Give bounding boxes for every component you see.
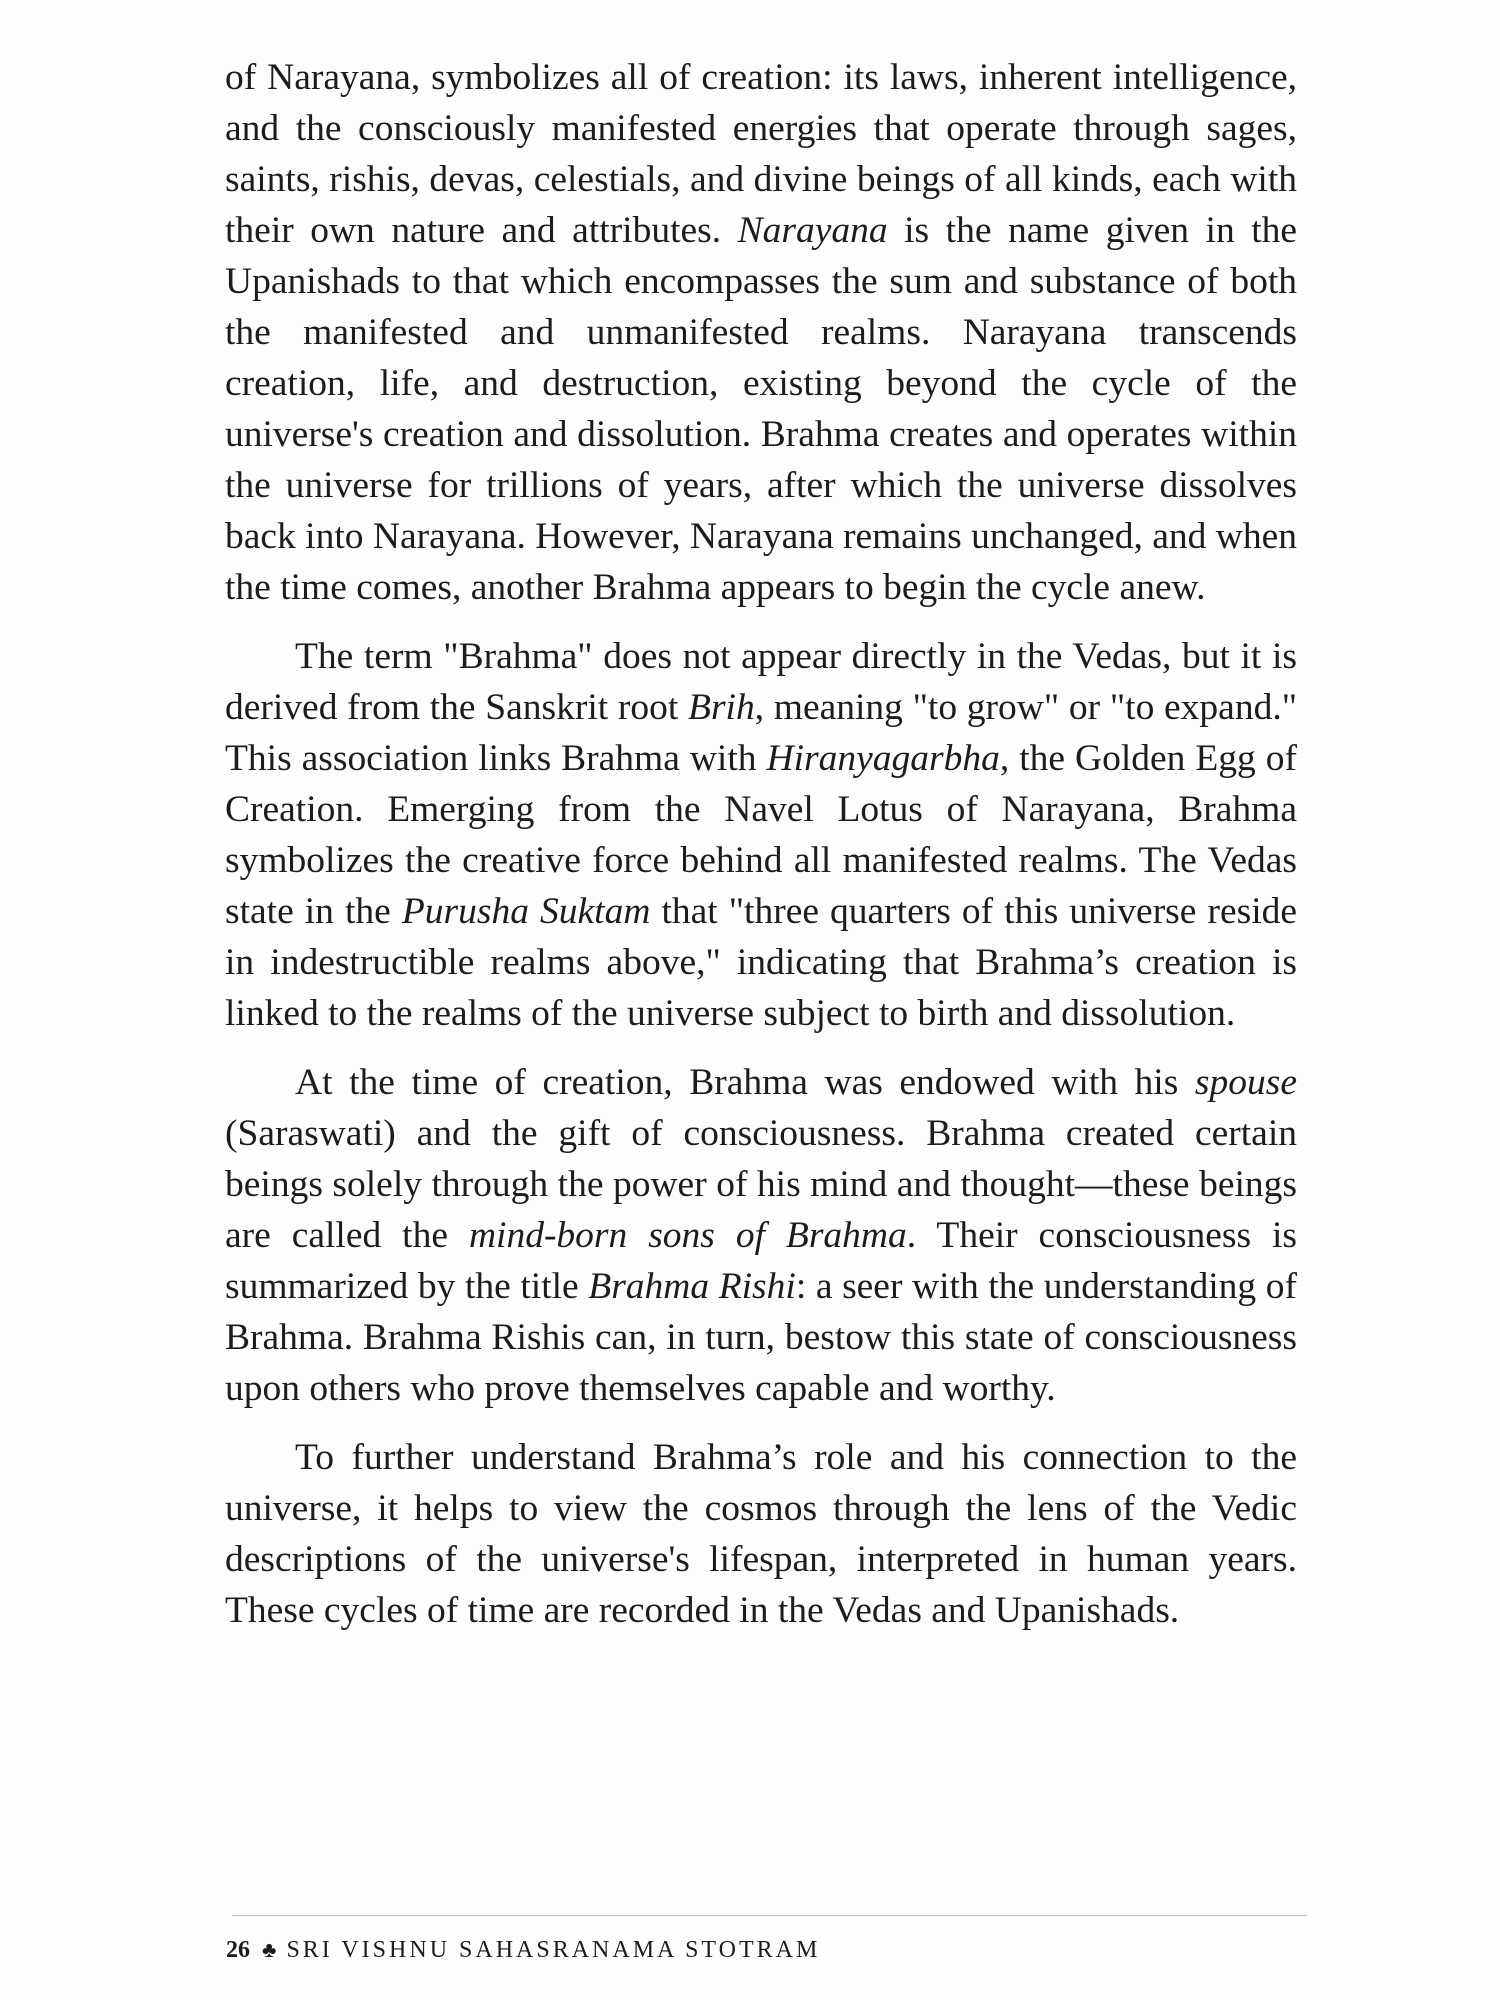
text-run: , meaning "to grow" or "to expand." This association links Brahma with bbox=[225, 687, 1297, 779]
paragraph-3 bbox=[225, 1057, 1297, 1414]
text-run: (Saraswati) and the gift of consciousness. Brahma created certain beings solely through the power of his mind and thought—these beings are called the bbox=[225, 1113, 1297, 1256]
italic-term-mind-born-sons: mind-born sons of Brahma bbox=[468, 1215, 907, 1256]
text-run: , the Golden Egg of Creation. Emerging from the Navel Lotus of Narayana, Brahma symbolizes the creative force behind all manifested realms. The Vedas state in the bbox=[225, 738, 1297, 932]
italic-term-hiranyagarbha: Hiranyagarbha bbox=[766, 738, 1000, 779]
paragraph-1 bbox=[225, 52, 1297, 613]
text-run: is the name given in the Upanishads to that which encompasses the sum and substance of both the manifested and unmanifested realms. Narayana transcends creation, life, and destruction, existing beyond the cycle of the universe's creation and dissolution. Brahma creates and operates within the universe for trillions of years, after which the universe dissolves back into Narayana. However, Narayana remains unchanged, and when the time comes, another Brahma appears to begin the cycle anew. bbox=[225, 210, 1298, 608]
italic-term-narayana: Narayana bbox=[737, 210, 888, 251]
text-run: . Their consciousness is summarized by the title bbox=[225, 1215, 1297, 1307]
club-suit-icon: ♣ bbox=[262, 1937, 277, 1962]
paragraph-2 bbox=[225, 631, 1297, 1039]
running-title: SRI VISHNU SAHASRANAMA STOTRAM bbox=[286, 1936, 821, 1963]
italic-term-brih: Brih bbox=[688, 687, 755, 728]
page-number: 26 bbox=[226, 1936, 250, 1963]
text-run: The term "Brahma" does not appear directly in the Vedas, but it is derived from the Sanskrit root bbox=[225, 636, 1297, 728]
text-run: To further understand Brahma’s role and his connection to the universe, it helps to view the cosmos through the lens of the Vedic descriptions of the universe's lifespan, interpreted in human years. These cycles of time are recorded in the Vedas and Upanishads. bbox=[225, 1437, 1297, 1631]
italic-term-spouse: spouse bbox=[1194, 1062, 1297, 1103]
italic-term-brahma-rishi: Brahma Rishi bbox=[588, 1266, 796, 1307]
body-text bbox=[225, 52, 1297, 1636]
paragraph-4 bbox=[225, 1432, 1297, 1636]
text-run: that "three quarters of this universe reside in indestructible realms above," indicating that Brahma’s creation is linked to the realms of the universe subject to birth and dissolution. bbox=[225, 891, 1298, 1034]
page-footer bbox=[226, 1930, 820, 1970]
text-run: : a seer with the understanding of Brahma. Brahma Rishis can, in turn, bestow this state of consciousness upon others who prove themselves capable and worthy. bbox=[225, 1266, 1297, 1409]
italic-term-purusha-suktam: Purusha Suktam bbox=[401, 891, 651, 932]
text-run: At the time of creation, Brahma was endowed with his bbox=[295, 1062, 1195, 1103]
text-run: of Narayana, symbolizes all of creation: its laws, inherent intelligence, and the consciously manifested energies that operate through sages, saints, rishis, devas, celestials, and divine beings of all kinds, each with their own nature and attributes. bbox=[225, 57, 1297, 251]
footer-divider bbox=[232, 1915, 1307, 1916]
